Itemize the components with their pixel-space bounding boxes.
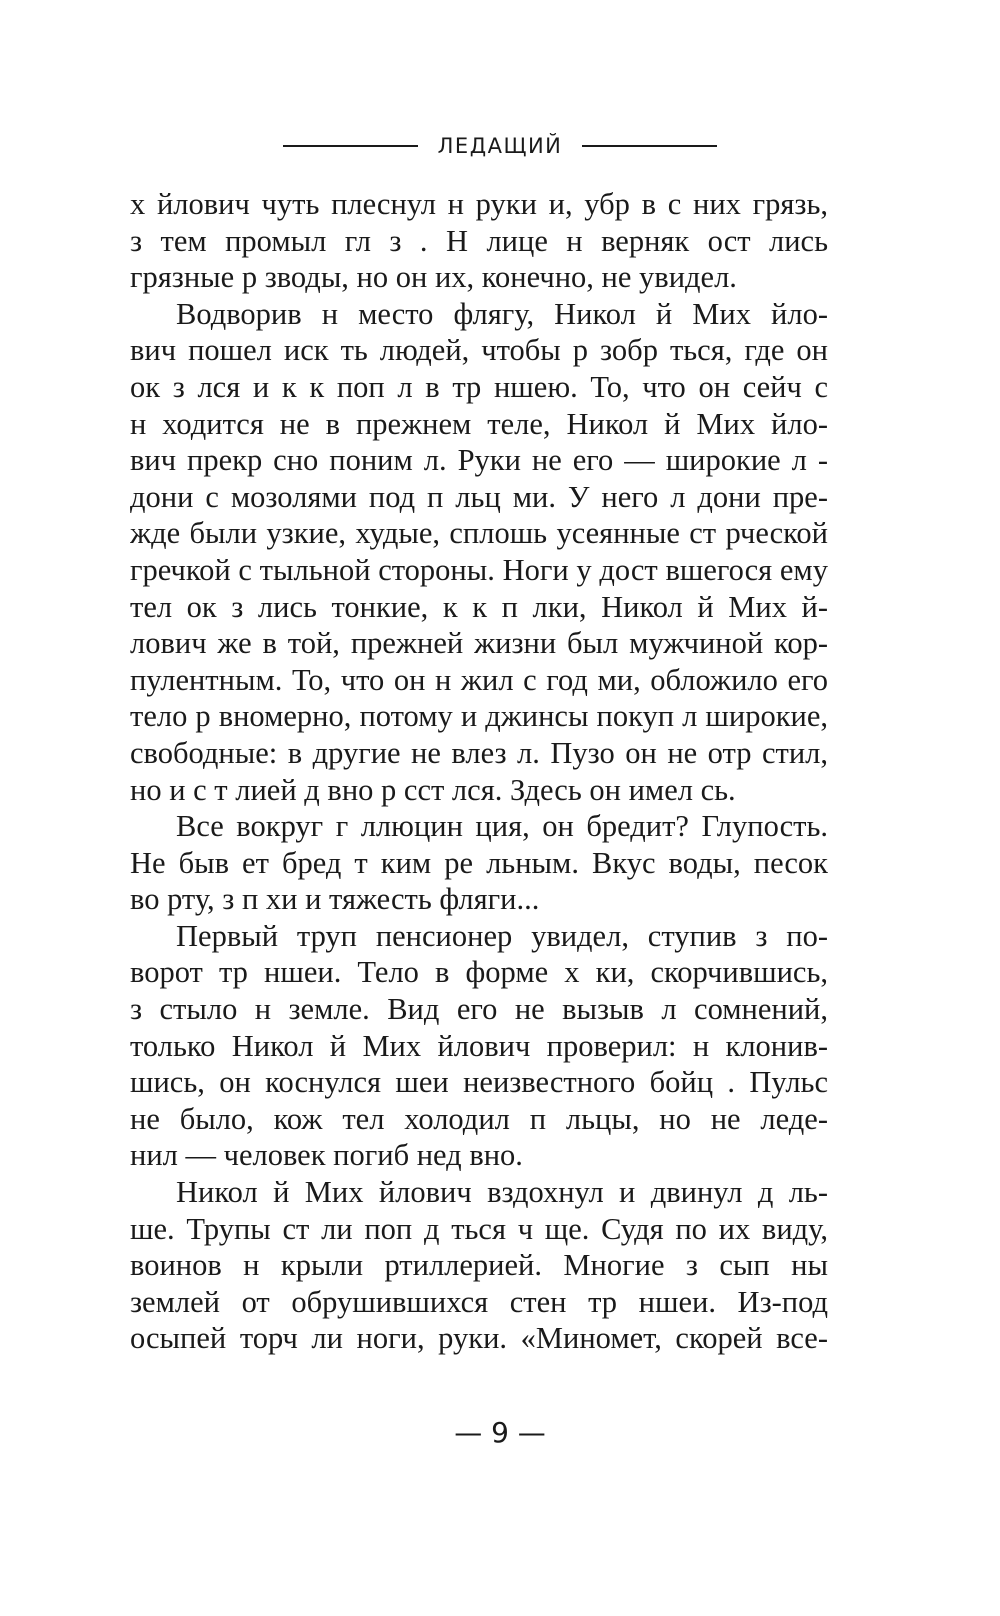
text-line: ше. Трупы ст ли поп д ться ч ще. Судя по их виду, — [130, 1211, 828, 1246]
text-line: тел ок з лись тонкие, к к п лки, Никол й Мих й- — [130, 589, 828, 624]
text-line: землей от обрушившихся стен тр ншеи. Из-под — [130, 1284, 828, 1319]
text-line: з стыло н земле. Вид его не вызыв л сомнений, — [130, 992, 828, 1027]
header-rule-left — [283, 145, 418, 147]
text-line: шись, он коснулся шеи неизвестного бойц . Пульс — [130, 1065, 828, 1100]
text-line: пулентным. То, что он н жил с год ми, обложило его — [130, 662, 828, 697]
text-line: Не быв ет бред т ким ре льным. Вкус воды, песок — [130, 845, 828, 880]
text-line: нил — человек погиб нед вно. — [130, 1138, 523, 1173]
chapter-title: ЛЕДАЩИЙ — [437, 134, 563, 158]
header-rule-right — [582, 145, 717, 147]
text-line: свободные: в другие не влез л. Пузо он не отр стил, — [130, 735, 828, 770]
text-line: дони с мозолями под п льц ми. У него л дони пре- — [130, 479, 828, 514]
text-line: н ходится не в прежнем теле, Никол й Мих йло- — [130, 406, 828, 441]
text-line: не было, кож тел холодил п льцы, но не леде- — [130, 1101, 828, 1136]
text-line: во рту, з п хи и тяжесть фляги... — [130, 882, 540, 917]
text-line: ок з лся и к к поп л в тр ншею. То, что он сейч с — [130, 369, 828, 404]
text-line: вич прекр сно поним л. Руки не его — широкие л - — [130, 443, 828, 478]
running-head — [0, 128, 1000, 164]
body-text — [130, 186, 828, 1357]
text-line: грязные р зводы, но он их, конечно, не увидел. — [130, 260, 737, 295]
text-line: лович же в той, прежней жизни был мужчиной кор- — [130, 626, 828, 661]
text-line: з тем промыл гл з . Н лице н верняк ост лись — [130, 223, 828, 258]
text-line: Водворив н место флягу, Никол й Мих йло- — [176, 296, 828, 331]
text-line: Первый труп пенсионер увидел, ступив з по- — [176, 918, 828, 953]
page-number: — 9 — — [454, 1416, 546, 1449]
text-line: ворот тр ншеи. Тело в форме х ки, скорчившись, — [130, 955, 828, 990]
text-line: гречкой с тыльной стороны. Ноги у дост вшегося ему — [130, 552, 828, 587]
text-line: но и с т лией д вно р сст лся. Здесь он имел сь. — [130, 772, 736, 807]
text-line: тело р вномерно, потому и джинсы покуп л широкие, — [130, 699, 828, 734]
text-line: Никол й Мих йлович вздохнул и двинул д ль- — [176, 1175, 828, 1210]
text-line: жде были узкие, худые, сплошь усеянные ст рческой — [130, 516, 828, 551]
text-line: Все вокруг г ллюцин ция, он бредит? Глупость. — [176, 809, 828, 844]
text-line: х йлович чуть плеснул н руки и, убр в с них грязь, — [130, 187, 828, 221]
text-line: только Никол й Мих йлович проверил: н клонив- — [130, 1028, 828, 1063]
text-line: воинов н крыли ртиллерией. Многие з сып ны — [130, 1248, 828, 1283]
text-line: осыпей торч ли ноги, руки. «Миномет, скорей все- — [130, 1321, 828, 1356]
text-line: вич пошел иск ть людей, чтобы р зобр ться, где он — [130, 333, 828, 368]
